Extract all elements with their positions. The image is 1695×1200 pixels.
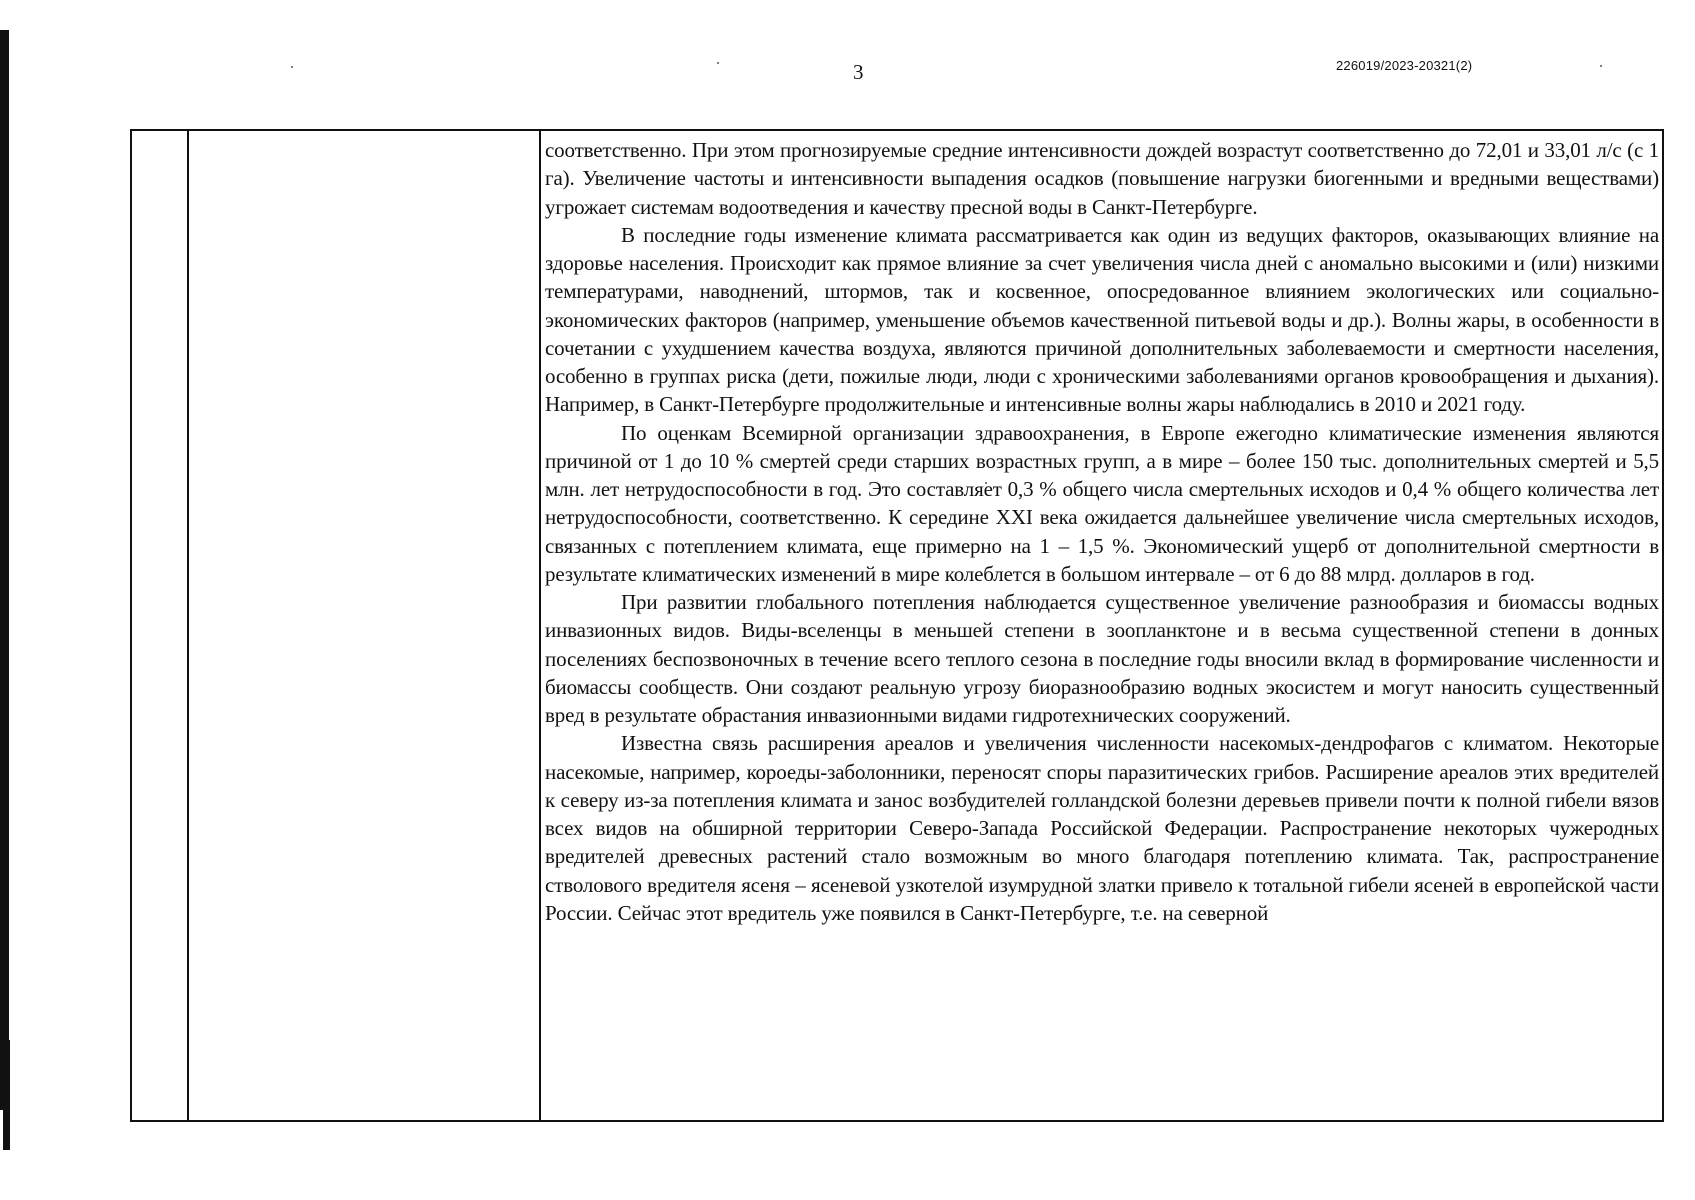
- table-cell-title: [189, 131, 539, 1120]
- scan-speck: [1600, 65, 1602, 67]
- body-paragraph: При развитии глобального потепления наблюдается существенное увеличение разнообразия и биомассы водных инвазионных видов. Виды-вселенцы в меньшей степени в зоопланктоне и в весьма существенной степени в донных поселениях беспозвоночных в течение всего теплого сезона в последние годы вносили вклад в формирование численности и биомассы сообществ. Они создают реальную угрозу биоразнообразию водных экосистем и могут наносить существенный вред в результате обрастания инвазионными видами гидротехнических сооружений.: [545, 590, 1659, 727]
- scan-left-edge-lower: [3, 1040, 10, 1150]
- body-paragraph: соответственно. При этом прогнозируемые средние интенсивности дождей возрастут соответственно до 72,01 и 33,01 л/с (с 1 га). Увеличение частоты и интенсивности выпадения осадков (повышение нагрузки биогенными и вредными веществами) угрожает системам водоотведения и качеству пресной воды в Санкт-Петербурге.: [545, 138, 1659, 219]
- body-paragraph: В последние годы изменение климата рассматривается как один из ведущих факторов, оказывающих влияние на здоровье населения. Происходит как прямое влияние за счет увеличения числа дней с аномально высокими и (или) низкими температурами, наводнений, штормов, так и косвенное, опосредованное влиянием экологических или социально-экономических факторов (например, уменьшение объемов качественной питьевой воды и др.). Волны жары, в особенности в сочетании с ухудшением качества воздуха, являются причиной дополнительных заболеваемости и смертности населения, особенно в группах риска (дети, пожилые люди, люди с хроническими заболеваниями органов кровообращения и дыхания). Например, в Санкт-Петербурге продолжительные и интенсивные волны жары наблюдались в 2010 и 2021 году.: [545, 222, 1659, 417]
- body-paragraph: Известна связь расширения ареалов и увеличения численности насекомых-дендрофагов с климатом. Некоторые насекомые, например, короеды-заболонники, переносят споры паразитических грибов. Расширение ареалов этих вредителей к северу из-за потепления климата и занос возбудителей голландской болезни деревьев привели почти к полной гибели вязов всех видов на обширной территории Северо-Запада Российской Федерации. Распространение некоторых чужеродных вредителей древесных растений стало возможным во много благодаря потеплению климата. Так, распространение стволового вредителя ясеня – ясеневой узкотелой изумрудной златки привело к тотальной гибели ясеней в европейской части России. Сейчас этот вредитель уже появился в Санкт-Петербурге, т.е. на северной: [545, 731, 1659, 925]
- document-number: 226019/2023-20321(2): [1336, 58, 1473, 73]
- table-cell-body-text: [545, 136, 1659, 1121]
- scan-speck: [717, 62, 719, 64]
- scan-speck: [291, 66, 293, 68]
- document-table: [130, 129, 1664, 1122]
- table-column-divider: [539, 131, 541, 1120]
- scan-left-edge: [0, 30, 9, 1110]
- body-paragraph: По оценкам Всемирной организации здравоохранения, в Европе ежегодно климатические изменения являются причиной от 1 до 10 % смертей среди старших возрастных групп, а в мире – более 150 тыс. дополнительных смертей и 5,5 млн. лет нетрудоспособности в год. Это составляет 0,3 % общего числа смертельных исходов и 0,4 % общего количества лет нетрудоспособности, соответственно. К середине XXI века ожидается дальнейшее увеличение числа смертельных исходов, связанных с потеплением климата, еще примерно на 1 – 1,5 %. Экономический ущерб от дополнительной смертности в результате климатических изменений в мире колеблется в большом интервале – от 6 до 88 млрд. долларов в год.: [545, 420, 1659, 586]
- page-number: 3: [853, 60, 864, 84]
- table-cell-number: [132, 131, 187, 1120]
